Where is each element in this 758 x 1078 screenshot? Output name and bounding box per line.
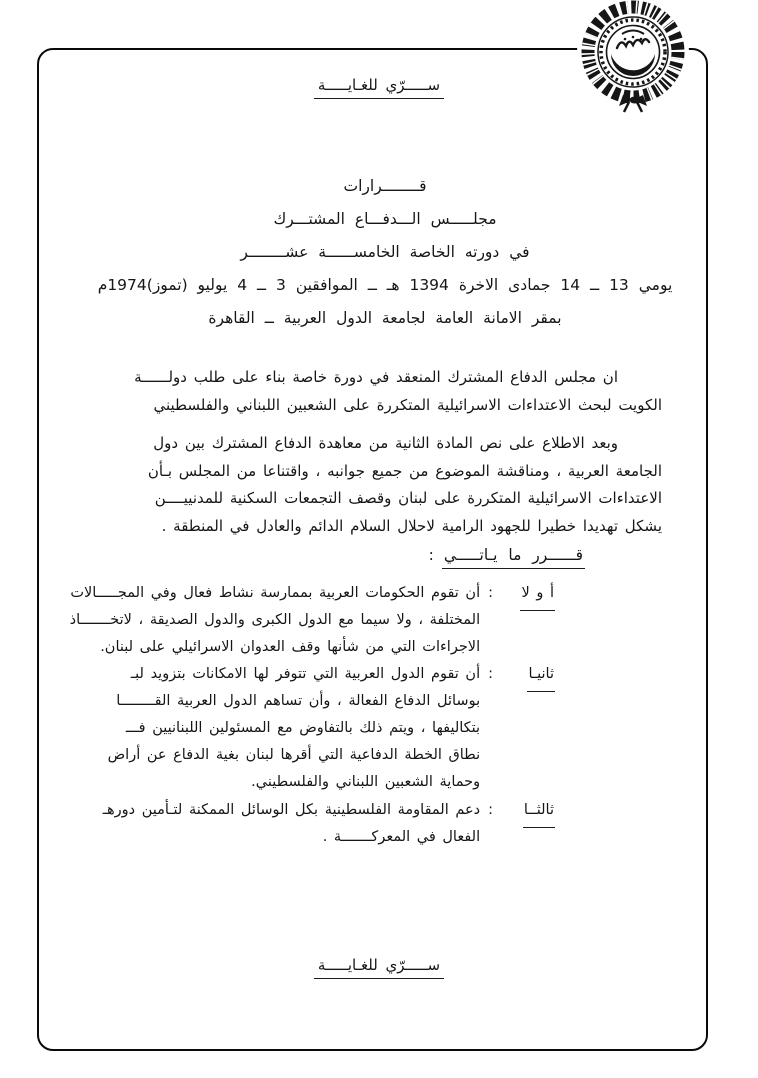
item-label — [499, 661, 555, 692]
item-body — [63, 797, 480, 851]
item-label — [499, 580, 555, 611]
item-line: نطاق الخطة الدفاعية التي أقرها لبنان بغية الدفاع عن أراض — [107, 747, 481, 763]
item-line: بتكاليفها ، ويتم ذلك بالتفاوض مع المسئولين اللبنانيين فـــ — [125, 720, 481, 736]
arab-league-seal-icon — [572, 0, 694, 118]
paragraph-line: الكويت لبحث الاعتداءات الاسرائيلية المتكررة على الشعبين اللبناني والفلسطيني — [153, 395, 662, 414]
decision-item-second — [63, 661, 555, 796]
item-line: أن تقوم الدول العربية التي تتوفر لها الامكانات بتزويد لبـ — [130, 666, 481, 682]
item-body — [63, 661, 480, 796]
decision-item-third — [63, 797, 555, 851]
preamble-paragraph-2 — [62, 430, 662, 540]
paragraph-line: ان مجلس الدفاع المشترك المنعقد في دورة خاصة بناء على طلب دولــــــة — [134, 368, 618, 386]
heading-session: في دورته الخاصة الخامســــــة عشــــــــر — [240, 243, 530, 261]
classification-bottom-text: ســـــرّي للغـايـــــة — [314, 956, 444, 979]
classification-top — [0, 76, 758, 99]
item-colon: : — [488, 802, 493, 818]
item-label-text: أ و لا — [520, 580, 555, 611]
item-line: المختلفة ، ولا سيما مع الدول الكبرى والدول الصديقة ، لاتخـــــــاذ — [69, 612, 481, 628]
item-colon: : — [488, 666, 493, 682]
item-colon: : — [488, 585, 493, 601]
item-line: الاجراءات التي من شأنها وقف العدوان الاسرائيلي على لبنان. — [100, 639, 481, 655]
heading-date: يومي 13 ــ 14 جمادى الاخرة 1394 هـ ــ الموافقين 3 ــ 4 يوليو (تموز)1974م — [97, 276, 673, 294]
decision-item-first — [63, 580, 555, 661]
paragraph-line: يشكل تهديدا خطيرا للجهود الرامية لاحلال السلام الدائم والعادل في المنطقة . — [161, 516, 662, 535]
item-label — [499, 797, 555, 828]
item-line: بوسائل الدفاع الفعالة ، وأن تساهم الدول العربية القــــــــا — [116, 693, 481, 709]
item-body — [63, 580, 480, 661]
item-label-text: ثالثــا — [523, 797, 555, 828]
heading-council: مجلـــــس الـــدفـــاع المشتـــرك — [273, 210, 497, 228]
classification-top-text: ســـــرّي للغـايـــــة — [314, 76, 444, 99]
item-line: وحماية الشعبين اللبناني والفلسطيني. — [251, 774, 481, 790]
decision-intro — [429, 546, 585, 569]
classification-bottom — [0, 956, 758, 979]
document-heading — [60, 170, 710, 335]
item-line: الفعال في المعركـــــــة . — [322, 829, 481, 845]
decision-intro-text: قــــــرر ما يـاتـــــي — [442, 546, 585, 569]
item-label-text: ثانيـا — [527, 661, 555, 692]
paragraph-line: الاعتداءات الاسرائيلية المتكررة على لبنان وقصف التجمعات السكنية للمدنييــــن — [154, 489, 662, 507]
heading-venue: بمقر الامانة العامة لجامعة الدول العربية ــ القاهرة — [208, 309, 562, 327]
paragraph-line: وبعد الاطلاع على نص المادة الثانية من معاهدة الدفاع المشترك بين دول — [153, 434, 618, 452]
decision-intro-colon: : — [428, 546, 434, 564]
heading-title: قــــــــرارات — [343, 177, 427, 195]
item-line: أن تقوم الحكومات العربية بممارسة نشاط فعال وفي المجـــــالات — [70, 585, 481, 601]
preamble-paragraph-1 — [62, 364, 662, 419]
item-line: دعم المقاومة الفلسطينية بكل الوسائل الممكنة لتـأمين دورهـ — [102, 802, 481, 818]
paragraph-line: الجامعة العربية ، ومناقشة الموضوع من جميع جوانبه ، واقتناعا من المجلس بـأن — [147, 461, 662, 480]
